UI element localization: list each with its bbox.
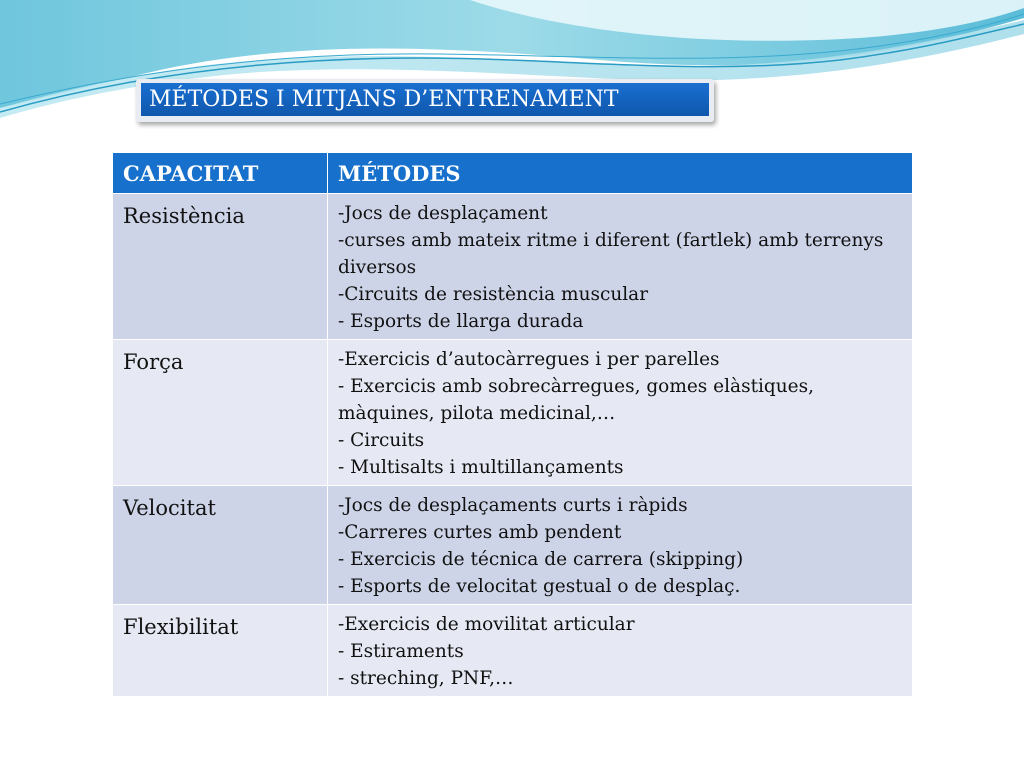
table-row-resistencia (113, 194, 913, 340)
capacity-cell: Velocitat (113, 486, 328, 605)
method-item: -Exercicis d’autocàrregues i per parelles (338, 349, 720, 370)
methods-cell (328, 194, 913, 340)
method-item: - Estiraments (338, 641, 464, 662)
method-item: -Jocs de desplaçament (338, 203, 548, 224)
method-item: - Esports de llarga durada (338, 311, 584, 332)
header-capacitat: CAPACITAT (113, 153, 328, 194)
methods-cell (328, 340, 913, 486)
method-item: - Circuits (338, 430, 425, 451)
method-item: -Carreres curtes amb pendent (338, 522, 622, 543)
method-item: - Exercicis de técnica de carrera (skipping) (338, 549, 744, 570)
capacity-cell: Resistència (113, 194, 328, 340)
capacity-cell: Flexibilitat (113, 605, 328, 697)
title-box (136, 79, 714, 122)
method-item: - Exercicis amb sobrecàrregues, gomes elàstiques, màquines, pilota medicinal,… (338, 376, 815, 424)
method-item: -Exercicis de movilitat articular (338, 614, 635, 635)
table-header-row (113, 153, 913, 194)
table-row-velocitat (113, 486, 913, 605)
method-item: -Jocs de desplaçaments curts i ràpids (338, 495, 688, 516)
method-item: - Multisalts i multillançaments (338, 457, 624, 478)
header-metodes: MÉTODES (328, 153, 913, 194)
methods-table (112, 152, 913, 697)
method-item: - streching, PNF,… (338, 668, 514, 689)
method-item: - Esports de velocitat gestual o de desplaç. (338, 576, 741, 597)
method-item: -curses amb mateix ritme i diferent (fartlek) amb terrenys diversos (338, 230, 884, 278)
methods-cell (328, 486, 913, 605)
table-row-forca (113, 340, 913, 486)
method-item: -Circuits de resistència muscular (338, 284, 649, 305)
methods-cell (328, 605, 913, 697)
table-row-flexibilitat (113, 605, 913, 697)
slide-title: MÉTODES I MITJANS D’ENTRENAMENT (141, 83, 709, 116)
capacity-cell: Força (113, 340, 328, 486)
